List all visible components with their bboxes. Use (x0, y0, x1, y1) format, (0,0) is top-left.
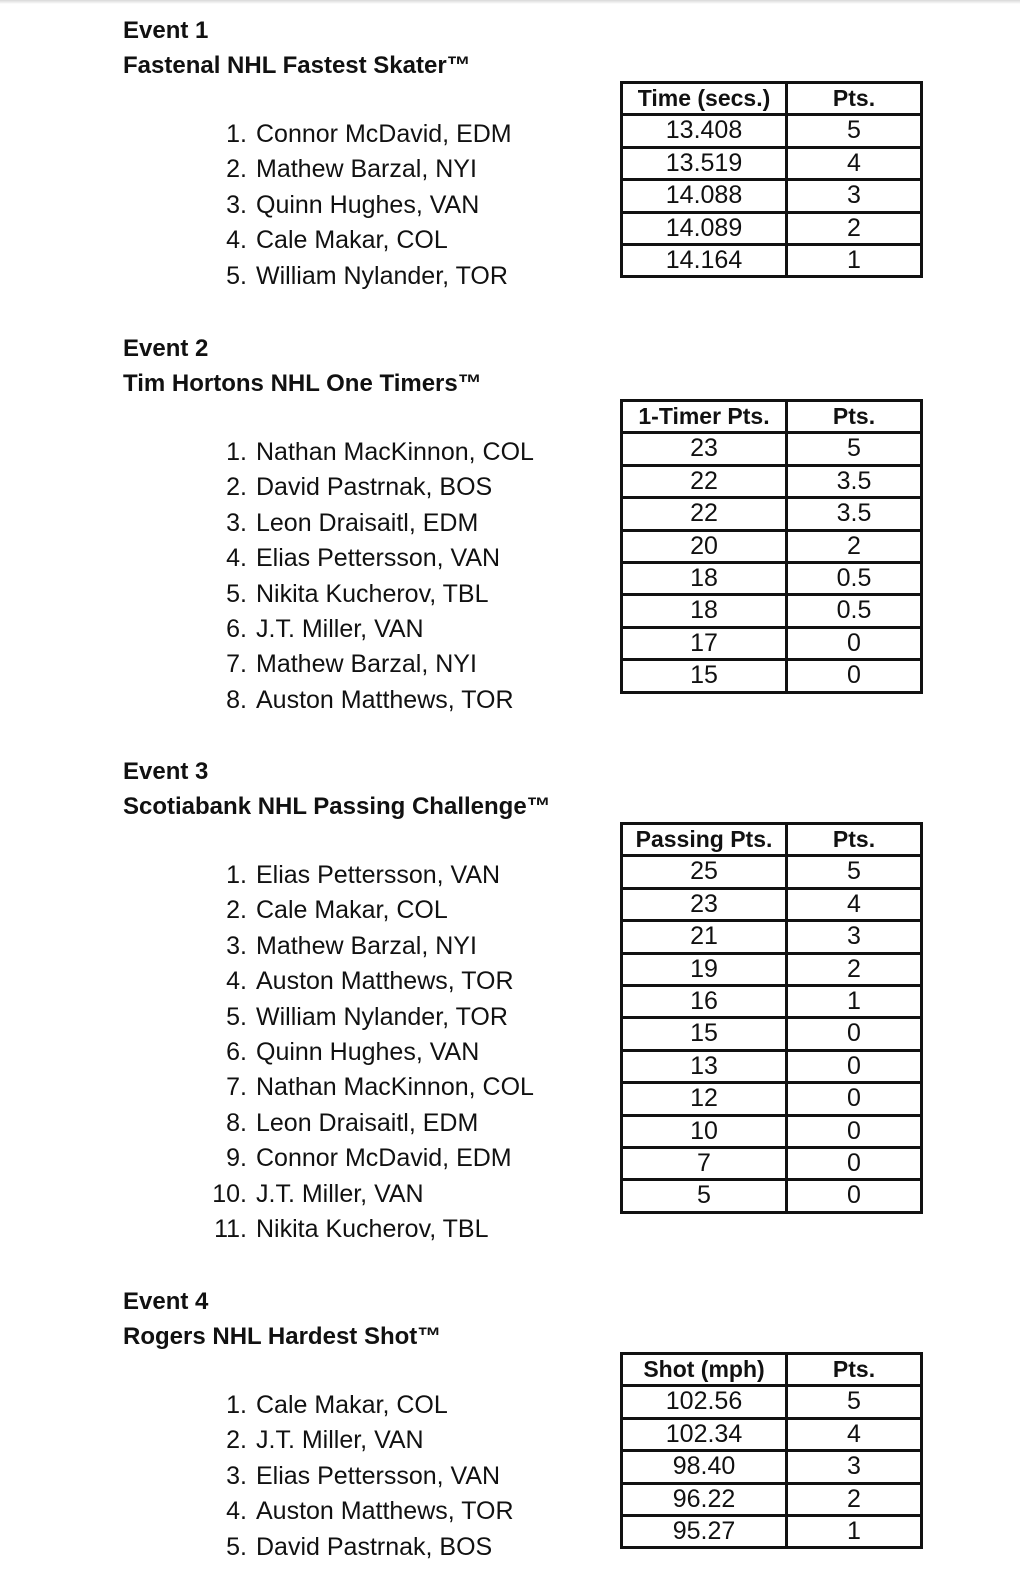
metric-cell: 18 (622, 563, 787, 595)
list-item (0, 470, 600, 505)
points-cell: 5 (787, 433, 922, 465)
metric-cell: 102.56 (622, 1386, 787, 1418)
points-cell: 5 (787, 115, 922, 147)
table-row (622, 1180, 922, 1212)
scores-table (620, 81, 923, 278)
event-title: Rogers NHL Hardest Shot™ (123, 1323, 442, 1350)
rank-number: 8. (226, 685, 247, 714)
list-item (0, 683, 600, 718)
metric-cell: 22 (622, 465, 787, 497)
list-item (0, 1177, 600, 1212)
points-cell: 3 (787, 921, 922, 953)
points-cell: 2 (787, 212, 922, 244)
table-row (622, 1386, 922, 1418)
scores-table (620, 399, 923, 694)
player-name: Elias Pettersson, VAN (256, 861, 501, 889)
list-item (0, 577, 600, 612)
points-cell: 2 (787, 530, 922, 562)
player-name: David Pastrnak, BOS (256, 1532, 493, 1561)
list-item (0, 929, 600, 964)
player-name: Nikita Kucherov, TBL (256, 579, 489, 608)
metric-cell: 16 (622, 986, 787, 1018)
player-name: Mathew Barzal, NYI (256, 155, 477, 184)
table-row (622, 627, 922, 659)
rank-number: 4. (226, 967, 247, 996)
points-cell: 1 (787, 986, 922, 1018)
player-name: Nathan MacKinnon, COL (256, 438, 534, 466)
player-name: Elias Pettersson, VAN (256, 1461, 501, 1490)
table-row (622, 1050, 922, 1082)
player-name: Nikita Kucherov, TBL (256, 1214, 489, 1243)
list-item (0, 858, 600, 893)
metric-cell: 25 (622, 856, 787, 888)
list-item (0, 1035, 600, 1070)
metric-cell: 23 (622, 433, 787, 465)
rank-number: 2. (226, 896, 247, 925)
rank-number: 2. (226, 1426, 247, 1455)
points-cell: 3.5 (787, 498, 922, 530)
table-row (622, 212, 922, 244)
points-cell: 1 (787, 245, 922, 277)
list-item (0, 964, 600, 999)
rank-number: 1. (226, 1391, 247, 1419)
player-name: Connor McDavid, EDM (256, 1144, 512, 1173)
list-item (0, 1070, 600, 1105)
points-cell: 0 (787, 1018, 922, 1050)
table-row (622, 147, 922, 179)
metric-cell: 13.519 (622, 147, 787, 179)
results-list (0, 1388, 600, 1565)
metric-cell: 13 (622, 1050, 787, 1082)
points-cell: 0.5 (787, 563, 922, 595)
metric-cell: 13.408 (622, 115, 787, 147)
list-item (0, 612, 600, 647)
table-row (622, 953, 922, 985)
rank-number: 1. (226, 438, 247, 466)
rank-number: 6. (226, 614, 247, 643)
metric-cell: 14.088 (622, 180, 787, 212)
list-item (0, 223, 600, 258)
table-row (622, 1451, 922, 1483)
rank-number: 2. (226, 155, 247, 184)
table-row (622, 921, 922, 953)
rank-number: 4. (226, 226, 247, 255)
list-item (0, 1000, 600, 1035)
rank-number: 8. (226, 1108, 247, 1137)
player-name: Auston Matthews, TOR (256, 1497, 514, 1526)
points-cell: 0 (787, 1115, 922, 1147)
rank-number: 5. (226, 579, 247, 608)
points-cell: 5 (787, 1386, 922, 1418)
metric-cell: 7 (622, 1148, 787, 1180)
rank-number: 5. (226, 1002, 247, 1031)
list-item (0, 117, 600, 152)
player-name: Cale Makar, COL (256, 896, 448, 925)
table-row (622, 498, 922, 530)
metric-cell: 15 (622, 660, 787, 692)
rank-number: 6. (226, 1037, 247, 1066)
table-row (622, 1418, 922, 1450)
player-name: Auston Matthews, TOR (256, 967, 514, 996)
rank-number: 1. (226, 120, 247, 148)
table-row (622, 245, 922, 277)
points-cell: 4 (787, 888, 922, 920)
table-row (622, 530, 922, 562)
points-cell: 0 (787, 660, 922, 692)
metric-cell: 96.22 (622, 1483, 787, 1515)
metric-cell: 102.34 (622, 1418, 787, 1450)
player-name: Leon Draisaitl, EDM (256, 1108, 479, 1137)
rank-number: 4. (226, 1497, 247, 1526)
points-cell: 0 (787, 1083, 922, 1115)
player-name: William Nylander, TOR (256, 261, 508, 290)
points-cell: 2 (787, 953, 922, 985)
results-list (0, 435, 600, 718)
metric-cell: 22 (622, 498, 787, 530)
event-title: Tim Hortons NHL One Timers™ (123, 370, 482, 397)
rank-number: 10. (212, 1179, 247, 1208)
metric-cell: 10 (622, 1115, 787, 1147)
metric-cell: 15 (622, 1018, 787, 1050)
table-row (622, 1115, 922, 1147)
player-name: William Nylander, TOR (256, 1002, 508, 1031)
player-name: Connor McDavid, EDM (256, 120, 512, 148)
rank-number: 7. (226, 650, 247, 679)
points-cell: 3 (787, 180, 922, 212)
metric-cell: 17 (622, 627, 787, 659)
table-row (622, 1516, 922, 1548)
table-row (622, 660, 922, 692)
list-item (0, 152, 600, 187)
event-title: Scotiabank NHL Passing Challenge™ (123, 793, 551, 820)
page-top-edge (0, 0, 1020, 4)
metric-cell: 23 (622, 888, 787, 920)
rank-number: 5. (226, 1532, 247, 1561)
table-row (622, 115, 922, 147)
table-row (622, 986, 922, 1018)
table-row (622, 856, 922, 888)
points-cell: 1 (787, 1516, 922, 1548)
scores-table (620, 1352, 923, 1549)
table-row (622, 888, 922, 920)
table-header-row (622, 1354, 922, 1386)
player-name: Cale Makar, COL (256, 226, 448, 255)
points-cell: 2 (787, 1483, 922, 1515)
rank-number: 5. (226, 261, 247, 290)
results-list (0, 117, 600, 294)
table-row (622, 1083, 922, 1115)
table-row (622, 433, 922, 465)
player-name: Leon Draisaitl, EDM (256, 508, 479, 537)
player-name: Quinn Hughes, VAN (256, 1037, 480, 1066)
player-name: Mathew Barzal, NYI (256, 650, 477, 679)
points-cell: 3 (787, 1451, 922, 1483)
table-row (622, 595, 922, 627)
table-row (622, 1018, 922, 1050)
player-name: Auston Matthews, TOR (256, 685, 514, 714)
list-item (0, 541, 600, 576)
points-header: Pts. (787, 401, 922, 433)
points-cell: 0 (787, 1148, 922, 1180)
metric-header: Time (secs.) (622, 83, 787, 115)
rank-number: 2. (226, 473, 247, 502)
points-cell: 0 (787, 1050, 922, 1082)
metric-cell: 95.27 (622, 1516, 787, 1548)
metric-cell: 12 (622, 1083, 787, 1115)
player-name: J.T. Miller, VAN (256, 614, 424, 643)
list-item (0, 1530, 600, 1565)
table-header-row (622, 824, 922, 856)
metric-cell: 18 (622, 595, 787, 627)
event-label: Event 2 (123, 335, 209, 362)
table-row (622, 1148, 922, 1180)
metric-header: Passing Pts. (622, 824, 787, 856)
points-cell: 4 (787, 1418, 922, 1450)
scores-table (620, 822, 923, 1214)
rank-number: 3. (226, 1461, 247, 1490)
metric-cell: 5 (622, 1180, 787, 1212)
points-cell: 4 (787, 147, 922, 179)
player-name: J.T. Miller, VAN (256, 1179, 424, 1208)
points-cell: 5 (787, 856, 922, 888)
table-header-row (622, 401, 922, 433)
event-title: Fastenal NHL Fastest Skater™ (123, 52, 471, 79)
rank-number: 9. (226, 1144, 247, 1173)
metric-cell: 21 (622, 921, 787, 953)
list-item (0, 1423, 600, 1458)
event-label: Event 3 (123, 758, 209, 785)
rank-number: 11. (214, 1214, 247, 1243)
event-label: Event 1 (123, 17, 209, 44)
metric-header: Shot (mph) (622, 1354, 787, 1386)
list-item (0, 1212, 600, 1247)
metric-header: 1-Timer Pts. (622, 401, 787, 433)
metric-cell: 19 (622, 953, 787, 985)
points-cell: 0 (787, 627, 922, 659)
player-name: Elias Pettersson, VAN (256, 544, 501, 573)
table-row (622, 465, 922, 497)
points-cell: 0 (787, 1180, 922, 1212)
list-item (0, 1459, 600, 1494)
list-item (0, 1494, 600, 1529)
rank-number: 1. (226, 861, 247, 889)
metric-cell: 98.40 (622, 1451, 787, 1483)
points-header: Pts. (787, 83, 922, 115)
event-label: Event 4 (123, 1288, 209, 1315)
list-item (0, 1141, 600, 1176)
points-header: Pts. (787, 824, 922, 856)
player-name: David Pastrnak, BOS (256, 473, 493, 502)
table-header-row (622, 83, 922, 115)
list-item (0, 647, 600, 682)
rank-number: 7. (226, 1073, 247, 1102)
player-name: J.T. Miller, VAN (256, 1426, 424, 1455)
list-item (0, 1106, 600, 1141)
rank-number: 3. (226, 508, 247, 537)
player-name: Quinn Hughes, VAN (256, 190, 480, 219)
results-list (0, 858, 600, 1247)
list-item (0, 1388, 600, 1423)
player-name: Nathan MacKinnon, COL (256, 1073, 534, 1102)
list-item (0, 893, 600, 928)
list-item (0, 435, 600, 470)
list-item (0, 506, 600, 541)
points-header: Pts. (787, 1354, 922, 1386)
rank-number: 3. (226, 931, 247, 960)
metric-cell: 14.164 (622, 245, 787, 277)
metric-cell: 14.089 (622, 212, 787, 244)
table-row (622, 563, 922, 595)
list-item (0, 259, 600, 294)
table-row (622, 180, 922, 212)
player-name: Cale Makar, COL (256, 1391, 448, 1419)
metric-cell: 20 (622, 530, 787, 562)
player-name: Mathew Barzal, NYI (256, 931, 477, 960)
points-cell: 3.5 (787, 465, 922, 497)
rank-number: 4. (226, 544, 247, 573)
table-row (622, 1483, 922, 1515)
list-item (0, 188, 600, 223)
rank-number: 3. (226, 190, 247, 219)
points-cell: 0.5 (787, 595, 922, 627)
